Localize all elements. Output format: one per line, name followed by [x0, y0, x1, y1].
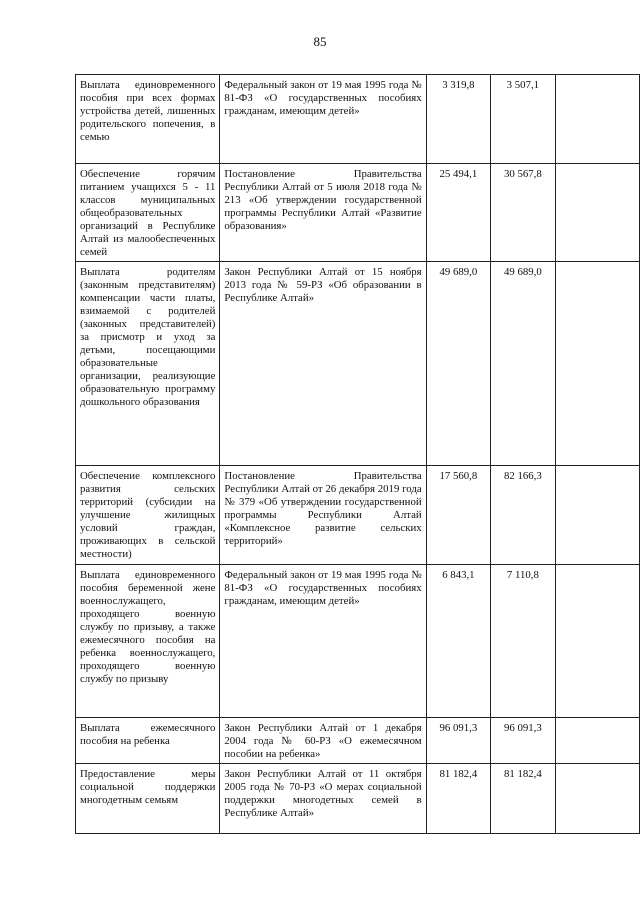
empty-cell	[555, 164, 639, 262]
amount-cell-second: 49 689,0	[491, 262, 555, 466]
legal-basis-cell: Закон Республики Алтай от 15 ноября 2013 года № 59-РЗ «Об образовании в Республике Алтай»	[220, 262, 426, 466]
empty-cell	[555, 718, 639, 764]
measure-name-cell: Предоставление меры социальной поддержки многодетным семьям	[76, 764, 220, 834]
empty-cell	[555, 565, 639, 718]
amount-cell-first: 3 319,8	[426, 75, 490, 164]
amount-cell-second: 7 110,8	[491, 565, 555, 718]
table-row	[76, 764, 640, 834]
legal-basis-cell: Закон Республики Алтай от 11 октября 2005 года № 70-РЗ «О мерах социальной поддержки многодетных семей в Республике Алтай»	[220, 764, 426, 834]
table-row	[76, 75, 640, 164]
measure-name-cell: Выплата единовременного пособия беременной жене военнослужащего, проходящего военную службу по призыву, а также ежемесячного пособия на ребенка военнослужащего, проходящего военную службу по призыву	[76, 565, 220, 718]
table-row	[76, 262, 640, 466]
measure-name-cell: Обеспечение горячим питанием учащихся 5 - 11 классов муниципальных общеобразовательных организаций в Республике Алтай из малообеспеченных семей	[76, 164, 220, 262]
page-number: 85	[313, 34, 327, 49]
measure-name-cell: Выплата ежемесячного пособия на ребенка	[76, 718, 220, 764]
amount-cell-first: 81 182,4	[426, 764, 490, 834]
amount-cell-second: 3 507,1	[491, 75, 555, 164]
measure-name-cell: Обеспечение комплексного развития сельских территорий (субсидии на улучшение жилищных условий граждан, проживающих в сельской местности)	[76, 466, 220, 565]
table-row	[76, 718, 640, 764]
table-row	[76, 565, 640, 718]
amount-cell-second: 96 091,3	[491, 718, 555, 764]
legal-basis-cell: Закон Республики Алтай от 1 декабря 2004 года № 60-РЗ «О ежемесячном пособии на ребенка»	[220, 718, 426, 764]
legal-basis-cell: Федеральный закон от 19 мая 1995 года № 81-ФЗ «О государственных пособиях гражданам, имеющим детей»	[220, 565, 426, 718]
empty-cell	[555, 764, 639, 834]
table-row	[76, 466, 640, 565]
measure-name-cell: Выплата единовременного пособия при всех формах устройства детей, лишенных родительского попечения, в семью	[76, 75, 220, 164]
amount-cell-first: 17 560,8	[426, 466, 490, 565]
empty-cell	[555, 466, 639, 565]
amount-cell-second: 82 166,3	[491, 466, 555, 565]
amount-cell-second: 30 567,8	[491, 164, 555, 262]
expenditure-table	[75, 74, 640, 834]
empty-cell	[555, 75, 639, 164]
table-row	[76, 164, 640, 262]
empty-cell	[555, 262, 639, 466]
legal-basis-cell: Федеральный закон от 19 мая 1995 года № 81-ФЗ «О государственных пособиях гражданам, имеющим детей»	[220, 75, 426, 164]
amount-cell-first: 25 494,1	[426, 164, 490, 262]
amount-cell-first: 96 091,3	[426, 718, 490, 764]
amount-cell-first: 6 843,1	[426, 565, 490, 718]
amount-cell-first: 49 689,0	[426, 262, 490, 466]
legal-basis-cell: Постановление Правительства Республики Алтай от 5 июля 2018 года № 213 «Об утверждении государственной программы Республики Алтай «Развитие образования»	[220, 164, 426, 262]
amount-cell-second: 81 182,4	[491, 764, 555, 834]
measure-name-cell: Выплата родителям (законным представителям) компенсации части платы, взимаемой с родителей (законных представителей) за присмотр и уход за детьми, посещающими образовательные организации, реализующие образовательную программу дошкольного образования	[76, 262, 220, 466]
legal-basis-cell: Постановление Правительства Республики Алтай от 26 декабря 2019 года № 379 «Об утверждении государственной программы Республики Алтай «Комплексное развитие сельских территорий»	[220, 466, 426, 565]
